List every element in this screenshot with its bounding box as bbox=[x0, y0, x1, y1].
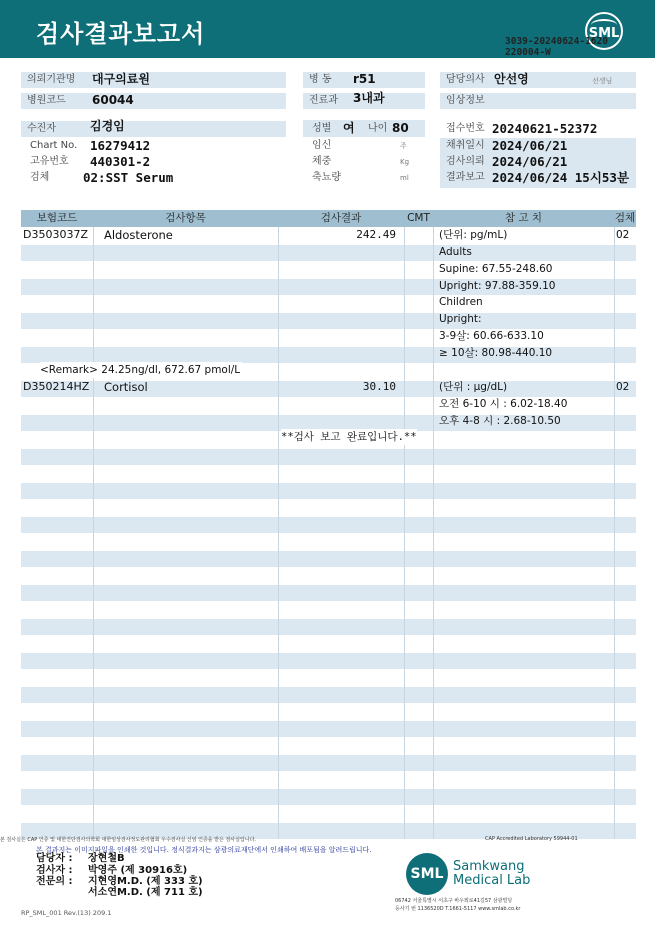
aldosterone-ref-line: Adults bbox=[439, 246, 472, 258]
sml-logo: SML bbox=[585, 12, 623, 50]
table-row-stripe bbox=[21, 517, 636, 533]
staff-name: 박영주 (제 30916호) bbox=[88, 865, 188, 876]
col-cmt: CMT bbox=[407, 212, 430, 224]
doctor-suffix: 선생님 bbox=[592, 77, 613, 85]
department-label: 진료과 bbox=[303, 93, 425, 109]
sex-label: 성별 bbox=[312, 123, 332, 134]
column-divider bbox=[614, 227, 615, 839]
table-row-stripe bbox=[21, 755, 636, 771]
weight-label: 체중 bbox=[312, 156, 332, 167]
aldosterone-ref-line: Supine: 67.55-248.60 bbox=[439, 263, 553, 275]
reception-label: 접수번호 bbox=[446, 123, 485, 134]
age: 80 bbox=[392, 121, 409, 135]
col-reference: 참 고 치 bbox=[504, 212, 543, 224]
id-number: 440301-2 bbox=[90, 154, 151, 169]
aldosterone-ref-line: Upright: 97.88-359.10 bbox=[439, 280, 556, 292]
patient-label: 수진자 bbox=[21, 121, 286, 137]
col-insurance-code: 보험코드 bbox=[36, 212, 78, 224]
cortisol-ref-line: 오전 6-10 시 : 6.02-18.40 bbox=[439, 398, 568, 410]
pregnancy-unit: 주 bbox=[400, 142, 407, 150]
request-date: 2024/06/21 bbox=[492, 154, 568, 169]
age-label: 나이 bbox=[368, 123, 388, 134]
chart-label: Chart No. bbox=[30, 140, 78, 151]
column-divider bbox=[93, 227, 94, 839]
urine-unit: ml bbox=[400, 174, 409, 182]
table-row-stripe bbox=[21, 245, 636, 261]
aldosterone-ref-line: 3-9살: 60.66-633.10 bbox=[439, 330, 544, 342]
lab-address: 06742 서울특별시 서초구 바우뫼로41길57 삼광빌딩 등사기 번 1136520D T.1661-5117 www.smlab.co.kr bbox=[395, 898, 521, 912]
requesting-institution-label: 의뢰기관명 bbox=[21, 72, 286, 88]
table-row-stripe bbox=[21, 449, 636, 465]
request-label: 검사의뢰 bbox=[446, 156, 485, 167]
hospital-code-label: 병원코드 bbox=[21, 93, 286, 109]
lab-name: Samkwang Medical Lab bbox=[453, 859, 531, 888]
image-print-notice: 본 결과지는 이미지파일을 인쇄한 것입니다. 정식결과지는 삼광의료재단에서 인쇄하여 배포됨을 알려드립니다. bbox=[36, 846, 372, 854]
department: 3내과 bbox=[353, 91, 385, 105]
aldosterone-ref-line: Upright: bbox=[439, 313, 482, 325]
table-row-stripe bbox=[21, 687, 636, 703]
requesting-institution: 대구의료원 bbox=[92, 72, 150, 86]
column-divider bbox=[278, 227, 279, 839]
staff-name: 서소연M.D. (제 711 호) bbox=[88, 887, 203, 898]
specimen-label: 검체 bbox=[30, 172, 50, 183]
cortisol-code: D350214HZ bbox=[23, 380, 90, 393]
weight-unit: Kg bbox=[400, 158, 410, 166]
patient-name: 김경임 bbox=[90, 119, 125, 133]
cortisol-ref-unit: (단위 : μg/dL) bbox=[439, 381, 508, 393]
aldosterone-result: 242.49 bbox=[356, 228, 396, 241]
table-row-stripe bbox=[21, 789, 636, 805]
pregnancy-label: 임신 bbox=[312, 140, 332, 151]
sex: 여 bbox=[343, 121, 355, 135]
cap-accreditation-line: 본 검사실은 CAP 인증 및 대한진단검사의학회 대한임상검사정도관리협회 우수검사실 신임 인증을 받은 검사실입니다. bbox=[0, 837, 257, 843]
table-row-stripe bbox=[21, 551, 636, 567]
aldosterone-specimen: 02 bbox=[616, 229, 630, 241]
table-row-stripe bbox=[21, 585, 636, 601]
staff-name: 지현영M.D. (제 333 호) bbox=[88, 876, 203, 887]
id-label: 고유번호 bbox=[30, 156, 69, 167]
col-specimen: 검체 bbox=[614, 212, 636, 224]
collection-date: 2024/06/21 bbox=[492, 138, 568, 153]
cortisol-specimen: 02 bbox=[616, 381, 630, 393]
aldosterone-name: Aldosterone bbox=[104, 228, 173, 242]
column-divider bbox=[433, 227, 434, 839]
cortisol-result: 30.10 bbox=[362, 380, 396, 393]
ward: r51 bbox=[353, 72, 376, 86]
aldosterone-remark: <Remark> 24.25ng/dl, 672.67 pmol/L bbox=[40, 364, 241, 376]
chart-number: 16279412 bbox=[90, 138, 151, 153]
table-row-stripe bbox=[21, 483, 636, 499]
staff-role: 검사자 : bbox=[36, 865, 73, 876]
reception-number: 20240621-52372 bbox=[492, 121, 598, 136]
hospital-code: 60044 bbox=[92, 93, 134, 107]
doctor: 안선영 bbox=[494, 72, 529, 86]
report-date: 2024/06/24 15시53분 bbox=[492, 170, 630, 185]
clinical-info-label: 임상정보 bbox=[440, 93, 636, 109]
staff-role: 전문의 : bbox=[36, 876, 73, 887]
form-number: RP_SML_001 Rev.(13) 209.1 bbox=[21, 909, 112, 917]
aldosterone-ref-unit: (단위: pg/mL) bbox=[439, 229, 508, 241]
staff-name: 장현철B bbox=[88, 853, 125, 864]
aldosterone-code: D3503037Z bbox=[23, 228, 88, 241]
report-label: 결과보고 bbox=[446, 172, 485, 183]
staff-role: 담당자 : bbox=[36, 853, 73, 864]
aldosterone-ref-line: Children bbox=[439, 296, 483, 308]
doctor-label: 담당의사 bbox=[440, 72, 636, 88]
column-divider bbox=[404, 227, 405, 839]
report-complete-note: **검사 보고 완료입니다.** bbox=[281, 431, 417, 443]
report-title: 검사결과보고서 bbox=[36, 20, 206, 48]
cap-lab-number: CAP Accredited Laboratory 59944-01 bbox=[485, 836, 578, 842]
document-number: 3039-20240624-1620 220004-W bbox=[505, 36, 608, 58]
table-row-stripe bbox=[21, 653, 636, 669]
col-result: 검사결과 bbox=[320, 212, 362, 224]
ward-label: 병 동 bbox=[303, 72, 425, 88]
aldosterone-ref-line: ≥ 10살: 80.98-440.10 bbox=[439, 347, 553, 359]
results-table-header bbox=[21, 210, 636, 227]
sml-footer-logo: SML bbox=[406, 853, 448, 895]
specimen-type: 02:SST Serum bbox=[83, 170, 174, 185]
table-row-stripe bbox=[21, 619, 636, 635]
table-row-stripe bbox=[21, 721, 636, 737]
collection-label: 채취일시 bbox=[446, 140, 485, 151]
cortisol-ref-line: 오후 4-8 시 : 2.68-10.50 bbox=[439, 415, 561, 427]
cortisol-name: Cortisol bbox=[104, 380, 148, 394]
col-test-item: 검사항목 bbox=[165, 212, 206, 224]
urine-label: 축뇨량 bbox=[312, 172, 341, 183]
table-row-stripe bbox=[21, 313, 636, 329]
